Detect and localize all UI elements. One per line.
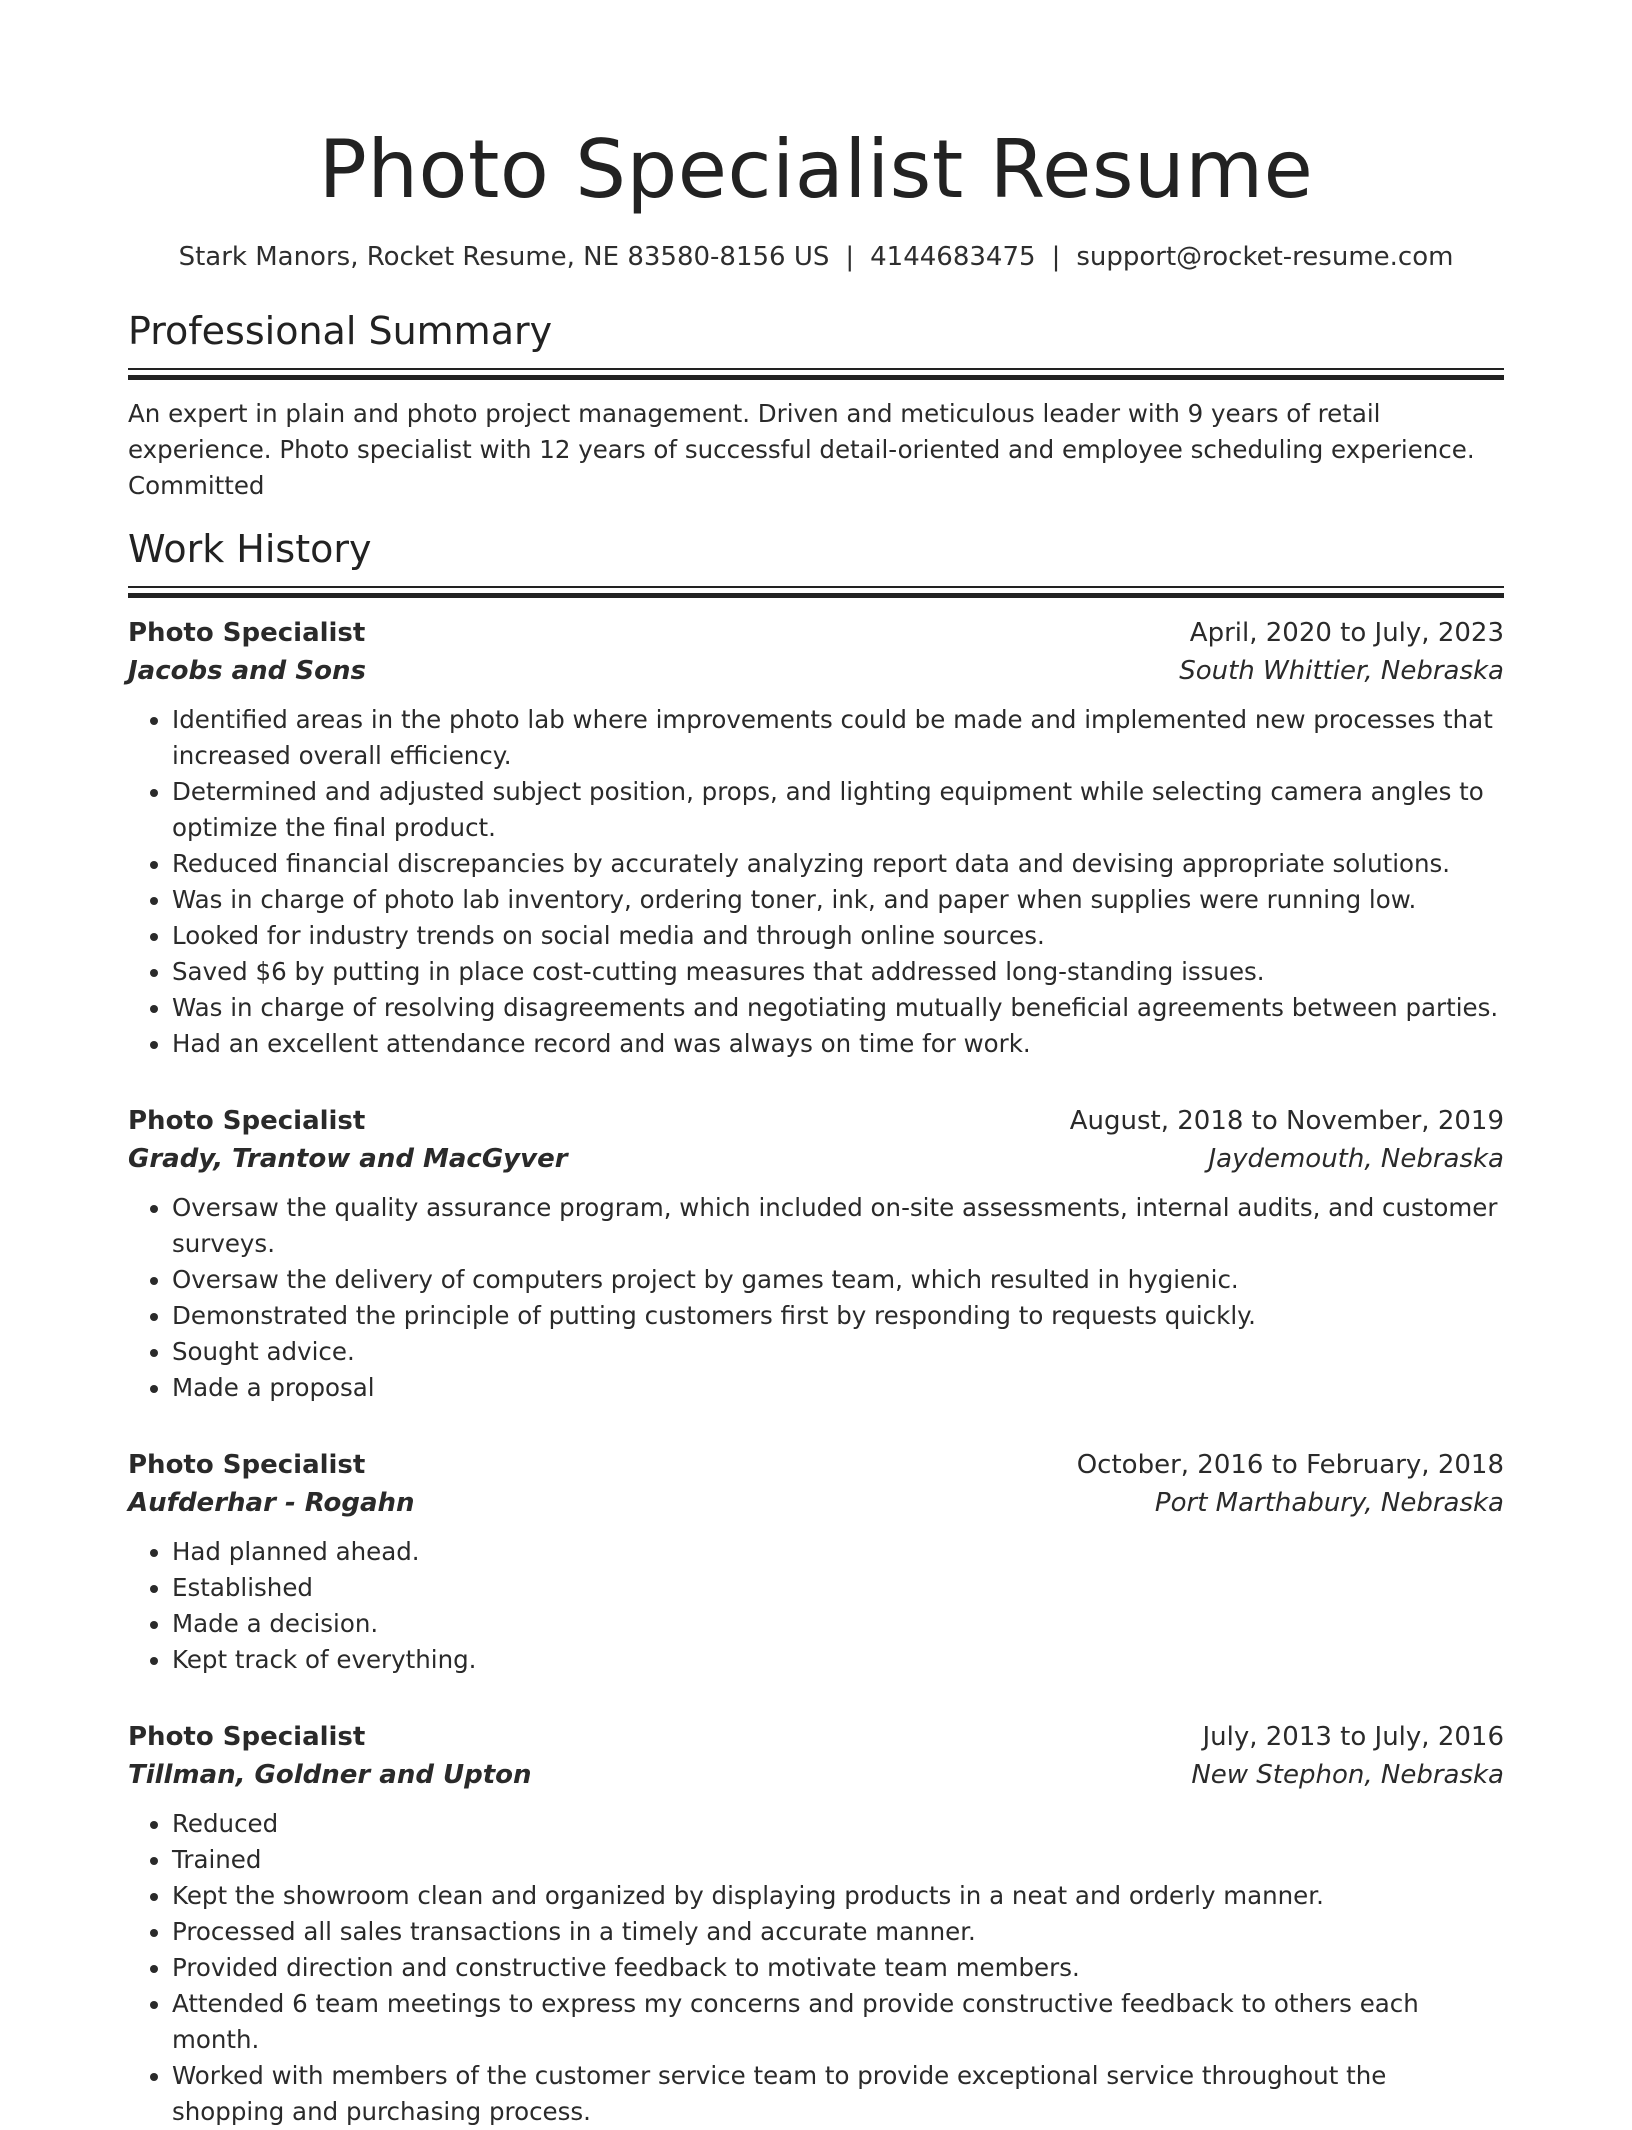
- job-dates: July, 2013 to July, 2016: [1202, 1722, 1504, 1752]
- job-dates: August, 2018 to November, 2019: [1069, 1106, 1504, 1136]
- job-bullet: • Saved $6 by putting in place cost-cutting measures that addressed long-standing issues.: [172, 954, 1504, 990]
- job-bullet: • Provided direction and constructive feedback to motivate team members.: [172, 1950, 1504, 1986]
- work-history-section: [128, 526, 1504, 2130]
- job-bullet-list: [128, 1190, 1504, 1406]
- job-entry: [128, 614, 1504, 1062]
- job-bullet: • Reduced: [172, 1806, 1504, 1842]
- job-bullet: • Made a proposal: [172, 1370, 1504, 1406]
- job-bullet-list: [128, 1806, 1504, 2130]
- page-title: Photo Specialist Resume: [318, 123, 1314, 216]
- job-title: Photo Specialist: [128, 618, 366, 648]
- job-company: Grady, Trantow and MacGyver: [128, 1144, 568, 1174]
- job-bullet: • Worked with members of the customer service team to provide exceptional service throughout the shopping and purchasing process.: [172, 2058, 1504, 2130]
- job-company: Aufderhar - Rogahn: [128, 1488, 415, 1518]
- job-header-row: [128, 1446, 1504, 1484]
- job-bullet: • Had an excellent attendance record and was always on time for work.: [172, 1026, 1504, 1062]
- job-header-row: [128, 1718, 1504, 1756]
- contact-phone: 4144683475: [870, 242, 1036, 272]
- job-dates: April, 2020 to July, 2023: [1189, 618, 1504, 648]
- job-subheader-row: [128, 1756, 1504, 1794]
- section-heading-work-history: Work History: [128, 527, 372, 571]
- job-bullet: • Oversaw the delivery of computers project by games team, which resulted in hygienic.: [172, 1262, 1504, 1298]
- job-bullet: • Had planned ahead.: [172, 1534, 1504, 1570]
- job-title: Photo Specialist: [128, 1722, 366, 1752]
- contact-email[interactable]: support@rocket-resume.com: [1076, 242, 1454, 272]
- job-bullet-list: [128, 1534, 1504, 1678]
- job-entry: [128, 1718, 1504, 2130]
- summary-text: An expert in plain and photo project management. Driven and meticulous leader with 9 years of retail experience. Photo specialist with 12 years of successful detail-oriented and employee scheduling experience. Committed: [128, 399, 1475, 500]
- job-bullet: • Kept the showroom clean and organized by displaying products in a neat and orderly manner.: [172, 1878, 1504, 1914]
- job-title: Photo Specialist: [128, 1106, 366, 1136]
- job-title: Photo Specialist: [128, 1450, 366, 1480]
- section-divider: [128, 368, 1504, 382]
- job-subheader-row: [128, 1140, 1504, 1178]
- job-company: Jacobs and Sons: [128, 656, 366, 686]
- job-company: Tillman, Goldner and Upton: [128, 1760, 532, 1790]
- job-bullet: • Was in charge of photo lab inventory, ordering toner, ink, and paper when supplies were running low.: [172, 882, 1504, 918]
- job-bullet: • Trained: [172, 1842, 1504, 1878]
- job-bullet: • Reduced financial discrepancies by accurately analyzing report data and devising appropriate solutions.: [172, 846, 1504, 882]
- job-list: [128, 614, 1504, 2130]
- job-header-row: [128, 1102, 1504, 1140]
- job-location: New Stephon, Nebraska: [1191, 1760, 1504, 1790]
- job-bullet: • Determined and adjusted subject position, props, and lighting equipment while selecting camera angles to optimize the final product.: [172, 774, 1504, 846]
- job-entry: [128, 1446, 1504, 1678]
- contact-separator: |: [1051, 242, 1061, 272]
- job-bullet: • Looked for industry trends on social media and through online sources.: [172, 918, 1504, 954]
- job-bullet: • Attended 6 team meetings to express my concerns and provide constructive feedback to others each month.: [172, 1986, 1504, 2058]
- contact-line: [128, 240, 1504, 274]
- job-location: South Whittier, Nebraska: [1179, 656, 1504, 686]
- job-bullet: • Processed all sales transactions in a timely and accurate manner.: [172, 1914, 1504, 1950]
- job-bullet: • Made a decision.: [172, 1606, 1504, 1642]
- job-bullet-list: [128, 702, 1504, 1062]
- contact-address: Stark Manors, Rocket Resume, NE 83580-8156 US: [178, 242, 830, 272]
- job-location: Jaydemouth, Nebraska: [1208, 1144, 1504, 1174]
- section-heading-summary: Professional Summary: [128, 309, 553, 353]
- job-location: Port Marthabury, Nebraska: [1154, 1488, 1504, 1518]
- job-header-row: [128, 614, 1504, 652]
- job-subheader-row: [128, 1484, 1504, 1522]
- job-subheader-row: [128, 652, 1504, 690]
- job-entry: [128, 1102, 1504, 1406]
- section-divider: [128, 586, 1504, 600]
- job-bullet: • Established: [172, 1570, 1504, 1606]
- job-bullet: • Demonstrated the principle of putting customers first by responding to requests quickly.: [172, 1298, 1504, 1334]
- job-bullet: • Was in charge of resolving disagreements and negotiating mutually beneficial agreements between parties.: [172, 990, 1504, 1026]
- job-bullet: • Oversaw the quality assurance program, which included on-site assessments, internal audits, and customer surveys.: [172, 1190, 1504, 1262]
- job-dates: October, 2016 to February, 2018: [1076, 1450, 1504, 1480]
- job-bullet: • Sought advice.: [172, 1334, 1504, 1370]
- job-bullet: • Identified areas in the photo lab where improvements could be made and implemented new processes that increased overall efficiency.: [172, 702, 1504, 774]
- job-bullet: • Kept track of everything.: [172, 1642, 1504, 1678]
- summary-section: [128, 308, 1504, 504]
- contact-separator: |: [845, 242, 855, 272]
